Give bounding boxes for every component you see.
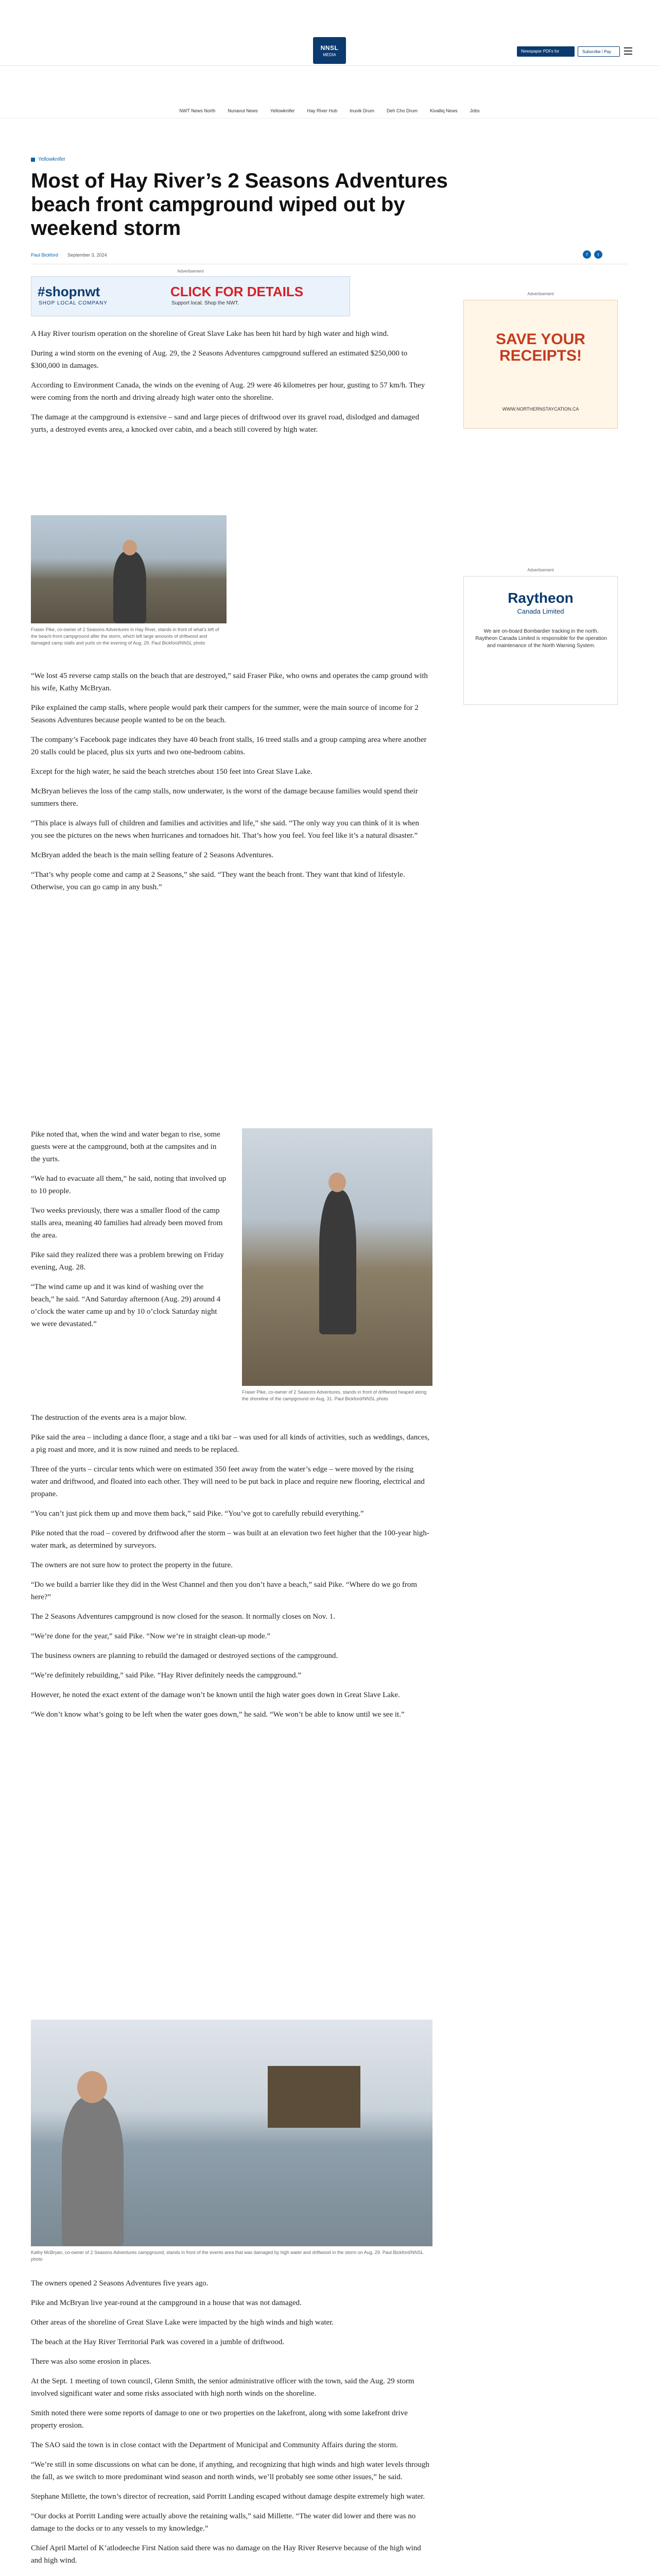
article-paragraph: Chief April Martel of K’atlodeeche First Nation said there was no damage on the Hay River Reserve because of the high wind and high wind. bbox=[31, 2544, 421, 2565]
menu-icon[interactable] bbox=[624, 47, 632, 55]
nav-item[interactable]: Hay River Hub bbox=[307, 108, 337, 113]
author-link[interactable]: Paul Bickford bbox=[31, 252, 59, 258]
main-nav bbox=[0, 105, 659, 118]
article-paragraph: Pike noted that, when the wind and water began to rise, some guests were at the campground, both at the campsites and in the yurts. bbox=[31, 1130, 220, 1163]
section-square-icon bbox=[31, 158, 35, 162]
subscriber-pdf-button[interactable]: Newspaper PDFs for Subscribers bbox=[517, 46, 575, 57]
article-paragraph: There was also some erosion in places. bbox=[31, 2358, 151, 2366]
banner-subtext: SHOP LOCAL COMPANY bbox=[39, 300, 108, 306]
site-header bbox=[0, 0, 659, 66]
article-paragraph: “We’re definitely rebuilding,” said Pike. “Hay River definitely needs the campground.” bbox=[31, 1671, 301, 1680]
article-paragraph: Pike explained the camp stalls, where people would park their campers for the summer, were the main source of income for 2 Seasons Adventures because people wanted to be on the beach. bbox=[31, 704, 419, 724]
nav-item[interactable]: Kivalliq News bbox=[430, 108, 458, 113]
person-head bbox=[328, 1173, 346, 1192]
publish-date: September 3, 2024 bbox=[67, 252, 107, 258]
article-paragraph: Smith noted there were some reports of damage to one or two properties on the lakefront, along with some lakefront drive property erosion. bbox=[31, 2409, 408, 2430]
section-label-text: Yellowknifer bbox=[38, 157, 65, 162]
article-paragraph: The owners opened 2 Seasons Adventures five years ago. bbox=[31, 2279, 209, 2287]
banner-cta: CLICK FOR DETAILS bbox=[170, 284, 304, 299]
photo-caption: Fraser Pike, co-owner of 2 Seasons Adventures in Hay River, stands in front of what’s left of the beach-front campground after the storm, which left large amounts of driftwood and damaged camp stalls and yurts on the evening of Aug. 29. Paul Bickford/NNSL photo bbox=[31, 627, 219, 646]
ad-label: Advertisement bbox=[527, 568, 554, 572]
article-paragraph: “We don’t know what’s going to be left when the water goes down,” he said. “We won’t be able to know until we see it.” bbox=[31, 1710, 405, 1719]
gazebo-structure bbox=[268, 2066, 360, 2128]
banner-hashtag: #shopnwt bbox=[38, 284, 100, 299]
article-paragraph: Pike said the area – including a dance floor, a stage and a tiki bar – was used for all kinds of activities, such as weddings, dances, a pig roast and more, and it is now ruined and needs to be replaced. bbox=[31, 1433, 430, 1454]
nav-item[interactable]: NWT News North bbox=[179, 108, 216, 113]
article-paragraph: “We lost 45 reverse camp stalls on the beach that are destroyed,” said Fraser Pike, who owns and operates the camp ground with his wife, Kathy McBryan. bbox=[31, 672, 428, 692]
article-paragraph: The damage at the campground is extensive – sand and large pieces of driftwood over its gravel road, dislodged and damaged yurts, a destroyed events area, a knocked over cabin, and a beach still covered by high water. bbox=[31, 413, 420, 434]
article-paragraph: “Our docks at Porritt Landing were actually above the retaining walls,” said Millette. “The water did lower and there was no damage to the docks or to any vessels to my knowledge.” bbox=[31, 2512, 416, 2533]
article-paragraph: Three of the yurts – circular tents which were on estimated 350 feet away from the water’s edge – were moved by the rising water and driftwood, and floated into each other. They will need to be put back in place and require new flooring, electrical and propane. bbox=[31, 1465, 425, 1498]
photo-caption: Kathy McBryan, co-owner of 2 Seasons Adventures campground, stands in front of the events area that was damaged by high water and driftwood in the storm on Aug. 29. Paul Bickford/NNSL photo bbox=[31, 2250, 424, 2262]
article-paragraph: “That’s why people come and camp at 2 Seasons,” she said. “They want the beach front. They want that kind of lifestyle. Otherwise, you can go camp in any bush.” bbox=[31, 871, 405, 891]
article-paragraph: Pike noted that the road – covered by driftwood after the storm – was built at an elevation two feet higher that the 100-year high-water mark, as determined by surveyors. bbox=[31, 1529, 429, 1550]
person-figure bbox=[62, 2097, 124, 2246]
logo-text: NNSL bbox=[320, 44, 339, 52]
shop-local-banner-ad[interactable] bbox=[31, 276, 350, 316]
article-paragraph: The business owners are planning to rebuild the damaged or destroyed sections of the campground. bbox=[31, 1652, 338, 1660]
article-photo-pike-beach[interactable] bbox=[31, 515, 227, 623]
subscribe-button[interactable]: Subscribe / Pay bbox=[578, 46, 620, 57]
article-paragraph: The company’s Facebook page indicates they have 40 beach front stalls, 16 treed stalls and a group camping area where another 20 stalls could be placed, plus six yurts and two one-bedroom cabins. bbox=[31, 736, 427, 756]
raytheon-ad[interactable] bbox=[463, 576, 618, 705]
article-paragraph: During a wind storm on the evening of Aug. 29, the 2 Seasons Adventures campground suffered an estimated $250,000 to $300,000 in damages. bbox=[31, 349, 408, 370]
article-paragraph: According to Environment Canada, the winds on the evening of Aug. 29 were 46 kilometres per hour, gusting to 57 km/h. They were coming from the north and driving already high water onto the shoreline. bbox=[31, 381, 425, 402]
logo-subtext: MEDIA bbox=[323, 52, 336, 57]
article-paragraph: The beach at the Hay River Territorial Park was covered in a jumble of driftwood. bbox=[31, 2338, 285, 2346]
nav-item[interactable]: Jobs bbox=[470, 108, 480, 113]
article-paragraph: A Hay River tourism operation on the shoreline of Great Slave Lake has been hit hard by high water and high wind. bbox=[31, 330, 389, 338]
article-paragraph: “We’re done for the year,” said Pike. “Now we’re in straight clean-up mode.” bbox=[31, 1632, 271, 1640]
byline bbox=[31, 252, 107, 258]
article-headline: Most of Hay River’s 2 Seasons Adventures beach front campground wiped out by weekend storm bbox=[31, 170, 448, 240]
person-figure bbox=[319, 1190, 356, 1334]
nav-item[interactable]: Yellowknifer bbox=[270, 108, 295, 113]
article-paragraph: “Do we build a barrier like they did in the West Channel and then you don’t have a beach,” said Pike. “Where do we go from here?” bbox=[31, 1581, 418, 1601]
article-paragraph: “You can’t just pick them up and move them back,” said Pike. “You’ve got to carefully rebuild everything.” bbox=[31, 1510, 364, 1518]
share-buttons bbox=[583, 250, 602, 259]
article-paragraph: Pike and McBryan live year-round at the campground in a house that was not damaged. bbox=[31, 2299, 302, 2307]
nav-item[interactable]: Inuvik Drum bbox=[350, 108, 375, 113]
ad-body: We are on-board Bombardier tracking in the north. Raytheon Canada Limited is responsible for the operation and maintenance of the North Warning System. bbox=[475, 629, 607, 649]
photo-caption: Fraser Pike, co-owner of 2 Seasons Adventures, stands in front of driftwood heaped along the shoreline of the campground on Aug. 31. Paul Bickford/NNSL photo bbox=[242, 1389, 427, 1401]
save-receipts-ad[interactable] bbox=[463, 300, 618, 429]
site-logo[interactable] bbox=[313, 37, 346, 64]
article-paragraph: However, he noted the exact extent of the damage won’t be known until the high water goes down in Great Slave Lake. bbox=[31, 1691, 400, 1699]
article-paragraph: Two weeks previously, there was a smaller flood of the camp stalls area, meaning 40 families had already been moved from the area. bbox=[31, 1207, 223, 1240]
article-paragraph: McBryan added the beach is the main selling feature of 2 Seasons Adventures. bbox=[31, 851, 274, 859]
article-paragraph: Stephane Millette, the town’s director of recreation, said Porritt Landing escaped without damage despite extremely high water. bbox=[31, 2493, 425, 2501]
article-paragraph: “This place is always full of children and families and activities and life,” she said. “The only way you can think of it is when you see the pictures on the news when hurricanes and tornadoes hit. That’s how you feel. You feel like it’s a natural disaster.” bbox=[31, 819, 419, 840]
article-paragraph: McBryan believes the loss of the camp stalls, now underwater, is the worst of the damage because families would spend their summers there. bbox=[31, 787, 418, 808]
article-photo-mcbryan-events[interactable] bbox=[31, 2020, 432, 2246]
article-paragraph: Pike said they realized there was a problem brewing on Friday evening, Aug. 28. bbox=[31, 1251, 224, 1272]
person-head bbox=[77, 2071, 107, 2103]
article-paragraph: Except for the high water, he said the beach stretches about 150 feet into Great Slave Lake. bbox=[31, 768, 313, 776]
article-paragraph: “We’re still in some discussions on what can be done, if anything, and recognizing that high winds and high water levels through the fall, as we switch to more predominant wind season and north winds, we’ll probably see some other issues,” he said. bbox=[31, 2461, 430, 2481]
facebook-share-icon[interactable]: f bbox=[583, 250, 591, 259]
ad-label: Advertisement bbox=[527, 292, 554, 296]
nav-item[interactable]: Deh Cho Drum bbox=[387, 108, 418, 113]
ad-brand: Raytheon bbox=[508, 590, 574, 606]
ad-url: WWW.NORTHERNSTAYCATION.CA bbox=[502, 406, 579, 412]
article-paragraph: The owners are not sure how to protect the property in the future. bbox=[31, 1561, 233, 1569]
ad-label: Advertisement bbox=[177, 269, 204, 274]
article-paragraph: The SAO said the town is in close contact with the Department of Municipal and Community Affairs during the storm. bbox=[31, 2441, 398, 2449]
article-paragraph: At the Sept. 1 meeting of town council, Glenn Smith, the senior administrative officer with the town, said the Aug. 29 storm involved significant water and some risks associated with high north winds on the shoreline. bbox=[31, 2377, 414, 2398]
article-photo-pike-driftwood[interactable] bbox=[242, 1128, 432, 1386]
article-paragraph: Other areas of the shoreline of Great Slave Lake were impacted by the high winds and high water. bbox=[31, 2318, 334, 2327]
twitter-share-icon[interactable]: t bbox=[594, 250, 602, 259]
article-paragraph: “The wind came up and it was kind of washing over the beach,” he said. “And Saturday afternoon (Aug. 29) around 4 o’clock the water came up and by 10 o’clock Saturday night we were devastated.” bbox=[31, 1283, 221, 1328]
nav-item[interactable]: Nunavut News bbox=[228, 108, 258, 113]
ad-headline: SAVE YOUR RECEIPTS! bbox=[496, 331, 585, 364]
section-label[interactable] bbox=[31, 157, 65, 162]
person-figure bbox=[113, 551, 146, 623]
article-paragraph: The 2 Seasons Adventures campground is now closed for the season. It normally closes on Nov. 1. bbox=[31, 1613, 335, 1621]
person-head bbox=[123, 540, 137, 555]
banner-cta-subtext: Support local. Shop the NWT. bbox=[171, 300, 239, 306]
article-paragraph: The destruction of the events area is a major blow. bbox=[31, 1414, 187, 1422]
article-paragraph: “We had to evacuate all them,” he said, noting that involved up to 10 people. bbox=[31, 1175, 227, 1195]
ad-brand-sub: Canada Limited bbox=[517, 607, 564, 615]
